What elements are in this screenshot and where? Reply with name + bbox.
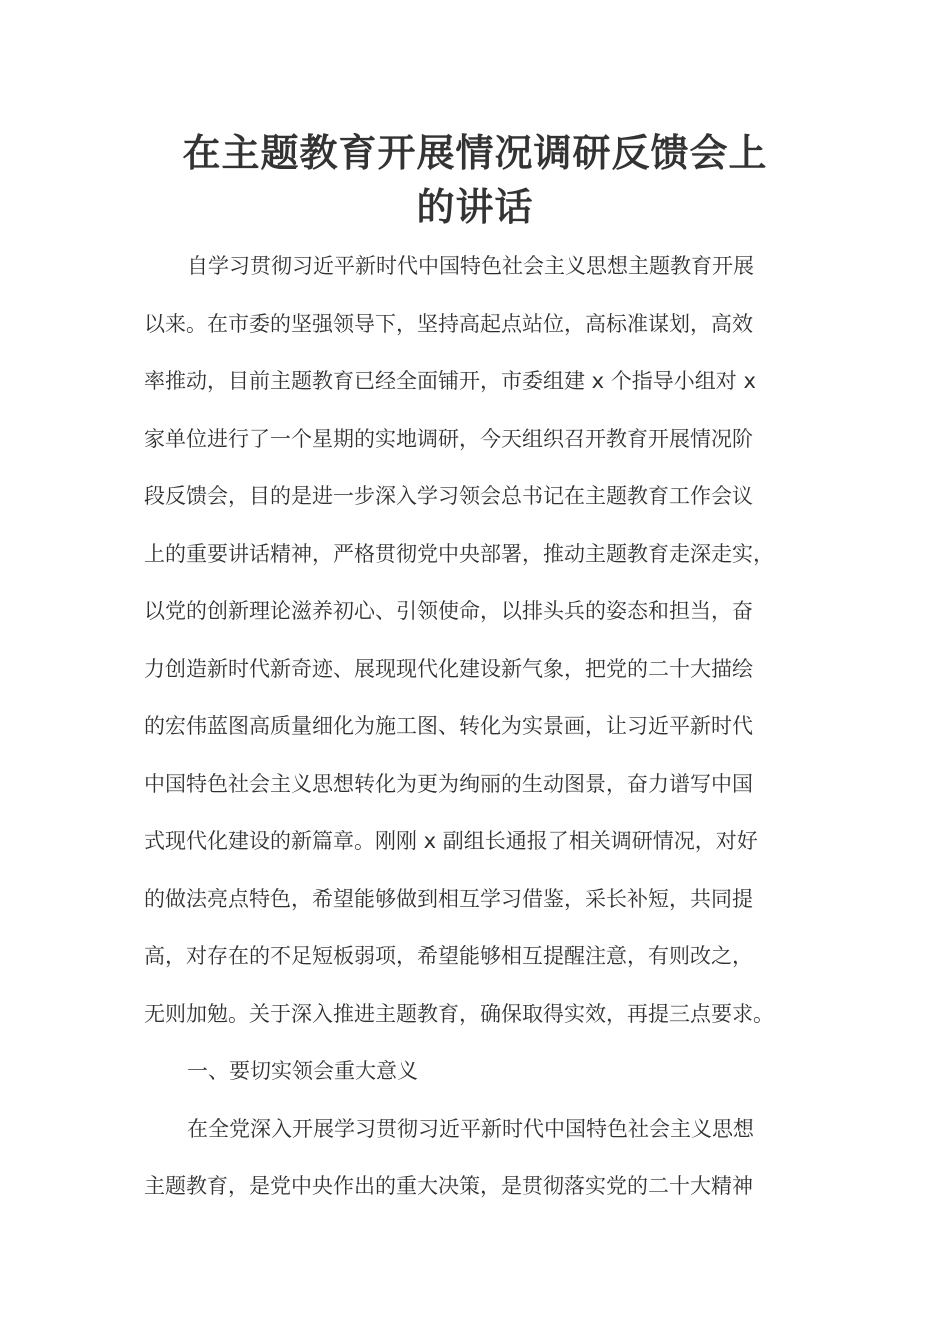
paragraph-2-line: 主题教育，是党中央作出的重大决策，是贯彻落实党的二十大精神 [144,1174,753,1198]
paragraph-1-line: 高，对存在的不足短板弱项，希望能够相互提醒注意，有则改之， [144,944,753,968]
paragraph-1-line: 式现代化建设的新篇章。刚刚 x 副组长通报了相关调研情况，对好 [144,829,758,853]
paragraph-1-line: 中国特色社会主义思想转化为更为绚丽的生动图景，奋力谱写中国 [144,771,753,796]
paragraph-1-line: 的做法亮点特色，希望能够做到相互学习借鉴，采长补短，共同提 [144,886,753,911]
paragraph-1-line: 上的重要讲话精神，严格贯彻党中央部署，推动主题教育走深走实， [144,541,774,566]
document-body [144,238,810,1216]
paragraph-1-line: 力创造新时代新奇迹、展现现代化建设新气象，把党的二十大描绘 [144,656,753,681]
paragraph-1-line: 自学习贯彻习近平新时代中国特色社会主义思想主题教育开展 [187,254,754,278]
paragraph-1-line: 以党的创新理论滋养初心、引领使命，以排头兵的姿态和担当，奋 [144,599,753,623]
paragraph-2-line: 在全党深入开展学习贯彻习近平新时代中国特色社会主义思想 [187,1116,754,1141]
paragraph-1-line: 率推动，目前主题教育已经全面铺开，市委组建 x 个指导小组对 x [144,369,756,393]
paragraph-1-line: 家单位进行了一个星期的实地调研，今天组织召开教育开展情况阶 [144,426,753,451]
paragraph-1-line: 段反馈会，目的是进一步深入学习领会总书记在主题教育工作会议 [144,484,753,508]
title-line-2: 的讲话 [416,185,534,229]
paragraph-1-line: 无则加勉。关于深入推进主题教育，确保取得实效，再提三点要求。 [144,1001,774,1026]
paragraph-1-line: 以来。在市委的坚强领导下，坚持高起点站位，高标准谋划，高效 [144,311,753,336]
document-title [140,126,810,234]
section-heading-1: 一、要切实领会重大意义 [187,1059,418,1083]
paragraph-1-line: 的宏伟蓝图高质量细化为施工图、转化为实景画，让习近平新时代 [144,714,753,738]
title-line-1: 在主题教育开展情况调研反馈会上 [182,131,768,175]
